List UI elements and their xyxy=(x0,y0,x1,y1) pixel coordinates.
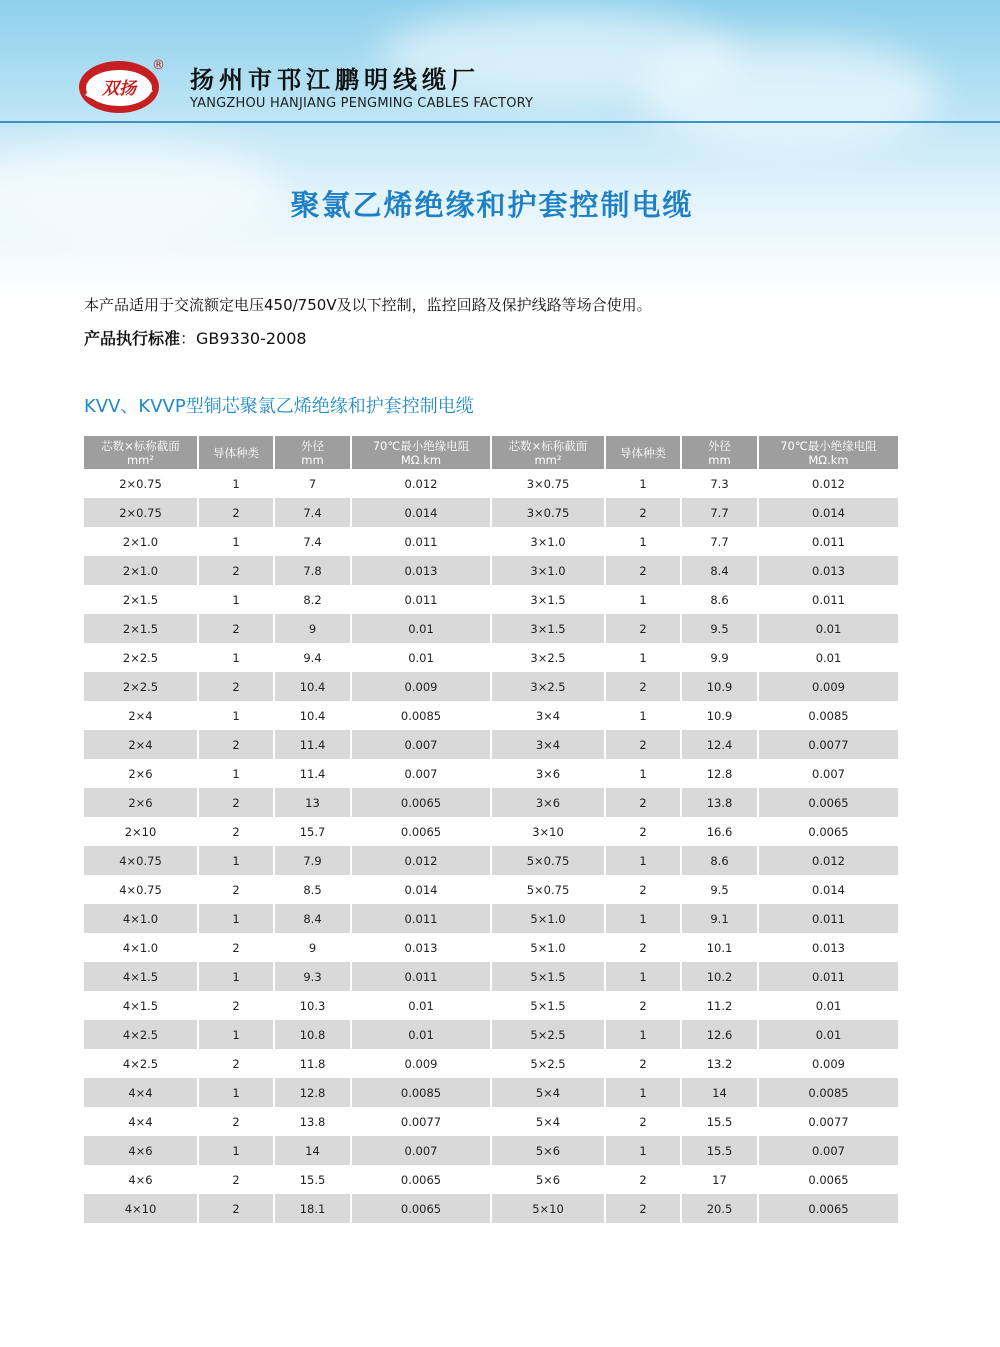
table-cell: 7.9 xyxy=(274,846,351,875)
table-cell: 0.011 xyxy=(758,527,898,556)
column-header xyxy=(605,436,681,469)
table-cell: 0.009 xyxy=(758,1049,898,1078)
table-cell: 7 xyxy=(274,469,351,498)
table-cell: 0.011 xyxy=(351,585,491,614)
table-cell: 0.01 xyxy=(758,991,898,1020)
table-cell: 1 xyxy=(198,904,274,933)
table-cell: 0.0077 xyxy=(758,730,898,759)
column-header xyxy=(274,436,351,469)
table-cell: 0.014 xyxy=(351,875,491,904)
column-header-unit: mm xyxy=(708,452,731,467)
table-cell: 9 xyxy=(274,933,351,962)
table-row xyxy=(84,962,898,991)
table-cell: 0.0065 xyxy=(758,817,898,846)
table-cell: 0.007 xyxy=(351,759,491,788)
table-cell: 0.01 xyxy=(758,1020,898,1049)
table-cell: 5×1.0 xyxy=(491,933,605,962)
table-cell: 7.4 xyxy=(274,527,351,556)
table-row xyxy=(84,904,898,933)
table-cell: 2 xyxy=(605,1107,681,1136)
table-cell: 5×0.75 xyxy=(491,846,605,875)
company-name-cn: 扬州市邗江鹏明线缆厂 xyxy=(190,66,480,94)
standard-label: 产品执行标准 xyxy=(84,329,181,348)
column-header-unit: MΩ.km xyxy=(808,452,849,467)
logo-text: 双扬 xyxy=(102,79,136,99)
table-cell: 0.013 xyxy=(758,556,898,585)
column-header-label: 芯数×标称截面 xyxy=(508,438,588,453)
table-cell: 4×1.5 xyxy=(84,962,198,991)
table-cell: 3×0.75 xyxy=(491,469,605,498)
table-cell: 17 xyxy=(681,1165,758,1194)
table-cell: 1 xyxy=(605,469,681,498)
table-cell: 5×6 xyxy=(491,1136,605,1165)
table-cell: 0.013 xyxy=(351,556,491,585)
table-cell: 10.4 xyxy=(274,672,351,701)
table-cell: 5×1.0 xyxy=(491,904,605,933)
table-cell: 2 xyxy=(605,933,681,962)
table-cell: 2 xyxy=(605,672,681,701)
table-row xyxy=(84,469,898,498)
table-cell: 8.5 xyxy=(274,875,351,904)
table-row xyxy=(84,643,898,672)
table-cell: 1 xyxy=(198,962,274,991)
table-cell: 0.012 xyxy=(758,469,898,498)
table-cell: 5×2.5 xyxy=(491,1049,605,1078)
table-cell: 11.4 xyxy=(274,759,351,788)
table-body xyxy=(84,469,898,1223)
table-cell: 10.3 xyxy=(274,991,351,1020)
table-cell: 0.014 xyxy=(351,498,491,527)
table-cell: 2 xyxy=(605,614,681,643)
table-cell: 11.4 xyxy=(274,730,351,759)
table-cell: 1 xyxy=(198,527,274,556)
table-cell: 10.9 xyxy=(681,701,758,730)
table-cell: 1 xyxy=(605,1136,681,1165)
table-cell: 2 xyxy=(198,730,274,759)
table-cell: 2 xyxy=(198,614,274,643)
table-cell: 1 xyxy=(605,1078,681,1107)
table-cell: 3×6 xyxy=(491,759,605,788)
table-cell: 0.0077 xyxy=(758,1107,898,1136)
table-cell: 0.0065 xyxy=(758,1165,898,1194)
table-cell: 3×0.75 xyxy=(491,498,605,527)
table-cell: 4×10 xyxy=(84,1194,198,1223)
table-cell: 1 xyxy=(605,904,681,933)
table-cell: 2 xyxy=(198,991,274,1020)
table-cell: 3×1.0 xyxy=(491,527,605,556)
table-cell: 2×2.5 xyxy=(84,672,198,701)
table-cell: 4×2.5 xyxy=(84,1049,198,1078)
table-cell: 0.0065 xyxy=(351,1194,491,1223)
table-row xyxy=(84,585,898,614)
table-row xyxy=(84,817,898,846)
table-cell: 3×2.5 xyxy=(491,672,605,701)
column-header-label: 芯数×标称截面 xyxy=(101,438,180,453)
table-cell: 3×6 xyxy=(491,788,605,817)
column-header-label: 导体种类 xyxy=(213,445,259,460)
table-cell: 7.7 xyxy=(681,527,758,556)
table-cell: 2 xyxy=(605,1165,681,1194)
table-cell: 9.4 xyxy=(274,643,351,672)
column-header-unit: MΩ.km xyxy=(400,452,442,467)
table-row xyxy=(84,759,898,788)
column-header xyxy=(351,436,491,469)
product-description: 本产品适用于交流额定电压450/750V及以下控制，监控回路及保护线路等场合使用。 xyxy=(84,296,652,314)
table-cell: 4×1.0 xyxy=(84,933,198,962)
table-cell: 2 xyxy=(198,1107,274,1136)
table-cell: 0.007 xyxy=(351,730,491,759)
table-cell: 11.8 xyxy=(274,1049,351,1078)
section-title: KVV、KVVP型铜芯聚氯乙烯绝缘和护套控制电缆 xyxy=(84,396,474,417)
table-cell: 0.011 xyxy=(351,527,491,556)
table-cell: 2×0.75 xyxy=(84,498,198,527)
table-cell: 5×4 xyxy=(491,1107,605,1136)
table-cell: 0.0065 xyxy=(758,1194,898,1223)
table-cell: 2×6 xyxy=(84,759,198,788)
table-cell: 4×2.5 xyxy=(84,1020,198,1049)
table-cell: 4×4 xyxy=(84,1078,198,1107)
table-cell: 2 xyxy=(198,1165,274,1194)
table-cell: 0.013 xyxy=(758,933,898,962)
table-cell: 9 xyxy=(274,614,351,643)
table-cell: 3×1.0 xyxy=(491,556,605,585)
table-cell: 0.0085 xyxy=(758,1078,898,1107)
table-cell: 10.2 xyxy=(681,962,758,991)
table-cell: 5×4 xyxy=(491,1078,605,1107)
table-cell: 18.1 xyxy=(274,1194,351,1223)
table-cell: 2 xyxy=(198,1049,274,1078)
table-cell: 2×10 xyxy=(84,817,198,846)
table-cell: 4×1.0 xyxy=(84,904,198,933)
table-cell: 2 xyxy=(605,498,681,527)
table-cell: 1 xyxy=(198,701,274,730)
table-cell: 0.0085 xyxy=(351,1078,491,1107)
table-cell: 16.6 xyxy=(681,817,758,846)
table-cell: 1 xyxy=(605,527,681,556)
table-cell: 2 xyxy=(605,556,681,585)
page-title: 聚氯乙烯绝缘和护套控制电缆 xyxy=(290,188,694,222)
table-cell: 0.01 xyxy=(351,643,491,672)
table-cell: 0.011 xyxy=(758,585,898,614)
table-cell: 10.4 xyxy=(274,701,351,730)
table-cell: 0.0077 xyxy=(351,1107,491,1136)
table-cell: 0.009 xyxy=(758,672,898,701)
table-row xyxy=(84,1078,898,1107)
table-cell: 0.01 xyxy=(351,991,491,1020)
table-cell: 7.8 xyxy=(274,556,351,585)
column-header xyxy=(198,436,274,469)
table-cell: 0.014 xyxy=(758,498,898,527)
table-cell: 0.012 xyxy=(351,846,491,875)
table-cell: 13.8 xyxy=(681,788,758,817)
table-cell: 1 xyxy=(198,643,274,672)
company-logo xyxy=(78,60,160,114)
column-header-unit: mm² xyxy=(534,452,562,467)
table-cell: 2 xyxy=(198,933,274,962)
table-cell: 2×0.75 xyxy=(84,469,198,498)
table-cell: 1 xyxy=(605,1020,681,1049)
table-cell: 9.5 xyxy=(681,875,758,904)
column-header-label: 70℃最小绝缘电阻 xyxy=(372,438,470,453)
table-cell: 9.9 xyxy=(681,643,758,672)
table-cell: 1 xyxy=(198,1078,274,1107)
table-cell: 2 xyxy=(605,788,681,817)
table-row xyxy=(84,1136,898,1165)
table-cell: 5×6 xyxy=(491,1165,605,1194)
table-header-row xyxy=(84,436,898,469)
table-cell: 0.012 xyxy=(351,469,491,498)
table-cell: 1 xyxy=(198,469,274,498)
table-cell: 0.01 xyxy=(351,1020,491,1049)
table-row xyxy=(84,672,898,701)
table-cell: 4×6 xyxy=(84,1165,198,1194)
column-header-label: 70℃最小绝缘电阻 xyxy=(780,438,877,453)
table-cell: 5×0.75 xyxy=(491,875,605,904)
table-cell: 1 xyxy=(198,759,274,788)
table-cell: 5×10 xyxy=(491,1194,605,1223)
table-cell: 15.5 xyxy=(681,1107,758,1136)
table-row xyxy=(84,556,898,585)
table-cell: 8.6 xyxy=(681,585,758,614)
table-cell: 0.012 xyxy=(758,846,898,875)
table-cell: 1 xyxy=(605,701,681,730)
table-cell: 0.0065 xyxy=(351,788,491,817)
header-divider xyxy=(0,121,1000,123)
table-cell: 15.5 xyxy=(681,1136,758,1165)
table-row xyxy=(84,1020,898,1049)
table-cell: 2 xyxy=(198,1194,274,1223)
table-cell: 0.011 xyxy=(351,904,491,933)
table-cell: 11.2 xyxy=(681,991,758,1020)
table-cell: 10.1 xyxy=(681,933,758,962)
table-row xyxy=(84,1194,898,1223)
table-row xyxy=(84,875,898,904)
table-cell: 2×2.5 xyxy=(84,643,198,672)
table-cell: 0.011 xyxy=(758,962,898,991)
table-cell: 15.5 xyxy=(274,1165,351,1194)
table-cell: 8.4 xyxy=(681,556,758,585)
table-cell: 1 xyxy=(605,962,681,991)
table-cell: 8.4 xyxy=(274,904,351,933)
table-cell: 10.9 xyxy=(681,672,758,701)
company-name-en: YANGZHOU HANJIANG PENGMING CABLES FACTORY xyxy=(190,96,534,111)
table-cell: 2 xyxy=(198,556,274,585)
table-cell: 2 xyxy=(605,1049,681,1078)
table-cell: 9.3 xyxy=(274,962,351,991)
table-cell: 1 xyxy=(198,1136,274,1165)
table-cell: 10.8 xyxy=(274,1020,351,1049)
table-cell: 0.0085 xyxy=(758,701,898,730)
cloud xyxy=(640,40,940,150)
table-cell: 1 xyxy=(605,759,681,788)
table-cell: 9.5 xyxy=(681,614,758,643)
spec-table xyxy=(84,436,898,1223)
table-cell: 2 xyxy=(605,875,681,904)
table-cell: 2×1.0 xyxy=(84,556,198,585)
table-cell: 12.8 xyxy=(681,759,758,788)
table-row xyxy=(84,1165,898,1194)
table-row xyxy=(84,527,898,556)
table-cell: 3×4 xyxy=(491,701,605,730)
table-cell: 0.0085 xyxy=(351,701,491,730)
table-cell: 0.0065 xyxy=(351,1165,491,1194)
table-row xyxy=(84,846,898,875)
product-standard xyxy=(84,326,307,349)
table-cell: 1 xyxy=(198,1020,274,1049)
table-cell: 4×1.5 xyxy=(84,991,198,1020)
table-row xyxy=(84,788,898,817)
table-cell: 1 xyxy=(605,643,681,672)
table-cell: 13 xyxy=(274,788,351,817)
table-cell: 5×1.5 xyxy=(491,991,605,1020)
table-cell: 14 xyxy=(681,1078,758,1107)
table-cell: 2 xyxy=(198,498,274,527)
table-row xyxy=(84,1049,898,1078)
table-row xyxy=(84,730,898,759)
table-cell: 0.007 xyxy=(758,759,898,788)
table-cell: 0.0065 xyxy=(758,788,898,817)
table-cell: 13.2 xyxy=(681,1049,758,1078)
table-row xyxy=(84,614,898,643)
sky-background xyxy=(0,0,1000,300)
table-cell: 8.6 xyxy=(681,846,758,875)
table-cell: 0.014 xyxy=(758,875,898,904)
table-row xyxy=(84,933,898,962)
column-header-label: 外径 xyxy=(301,438,324,453)
table-cell: 2×4 xyxy=(84,701,198,730)
table-cell: 0.01 xyxy=(758,614,898,643)
table-cell: 0.01 xyxy=(351,614,491,643)
table-cell: 2 xyxy=(198,788,274,817)
table-cell: 1 xyxy=(198,585,274,614)
table-cell: 5×1.5 xyxy=(491,962,605,991)
table-cell: 3×4 xyxy=(491,730,605,759)
table-cell: 0.009 xyxy=(351,1049,491,1078)
table-cell: 1 xyxy=(198,846,274,875)
table-cell: 4×0.75 xyxy=(84,846,198,875)
table-cell: 2 xyxy=(605,991,681,1020)
table-cell: 0.007 xyxy=(351,1136,491,1165)
column-header xyxy=(758,436,898,469)
table-cell: 7.7 xyxy=(681,498,758,527)
column-header xyxy=(681,436,758,469)
table-cell: 12.6 xyxy=(681,1020,758,1049)
table-cell: 0.007 xyxy=(758,1136,898,1165)
table-cell: 2×6 xyxy=(84,788,198,817)
table-cell: 12.4 xyxy=(681,730,758,759)
table-cell: 3×2.5 xyxy=(491,643,605,672)
table-cell: 3×1.5 xyxy=(491,614,605,643)
table-cell: 2 xyxy=(605,1194,681,1223)
column-header-unit: mm² xyxy=(126,452,154,467)
standard-value: ：GB9330-2008 xyxy=(180,329,307,348)
table-cell: 2 xyxy=(198,875,274,904)
table-cell: 0.009 xyxy=(351,672,491,701)
table-row xyxy=(84,701,898,730)
table-cell: 1 xyxy=(605,585,681,614)
table-cell: 0.011 xyxy=(758,904,898,933)
table-cell: 2×1.0 xyxy=(84,527,198,556)
table-row xyxy=(84,991,898,1020)
table-cell: 2 xyxy=(605,730,681,759)
table-cell: 4×4 xyxy=(84,1107,198,1136)
column-header-unit: mm xyxy=(301,452,324,467)
table-cell: 5×2.5 xyxy=(491,1020,605,1049)
table-cell: 2×4 xyxy=(84,730,198,759)
column-header xyxy=(84,436,198,469)
table-cell: 2 xyxy=(605,817,681,846)
table-cell: 2 xyxy=(198,672,274,701)
column-header-label: 外径 xyxy=(708,438,731,453)
table-cell: 1 xyxy=(605,846,681,875)
table-cell: 14 xyxy=(274,1136,351,1165)
table-cell: 3×1.5 xyxy=(491,585,605,614)
table-cell: 3×10 xyxy=(491,817,605,846)
table-cell: 2×1.5 xyxy=(84,585,198,614)
table-row xyxy=(84,498,898,527)
table-cell: 7.3 xyxy=(681,469,758,498)
table-cell: 8.2 xyxy=(274,585,351,614)
table-cell: 12.8 xyxy=(274,1078,351,1107)
table-cell: 13.8 xyxy=(274,1107,351,1136)
column-header-label: 导体种类 xyxy=(620,445,666,460)
table-cell: 9.1 xyxy=(681,904,758,933)
registered-mark: ® xyxy=(152,58,165,73)
table-cell: 20.5 xyxy=(681,1194,758,1223)
table-cell: 2×1.5 xyxy=(84,614,198,643)
table-cell: 4×0.75 xyxy=(84,875,198,904)
table-row xyxy=(84,1107,898,1136)
table-cell: 7.4 xyxy=(274,498,351,527)
table-cell: 0.01 xyxy=(758,643,898,672)
table-cell: 0.013 xyxy=(351,933,491,962)
table-cell: 15.7 xyxy=(274,817,351,846)
column-header xyxy=(491,436,605,469)
table-cell: 2 xyxy=(198,817,274,846)
table-cell: 0.011 xyxy=(351,962,491,991)
table-cell: 0.0065 xyxy=(351,817,491,846)
table-cell: 4×6 xyxy=(84,1136,198,1165)
